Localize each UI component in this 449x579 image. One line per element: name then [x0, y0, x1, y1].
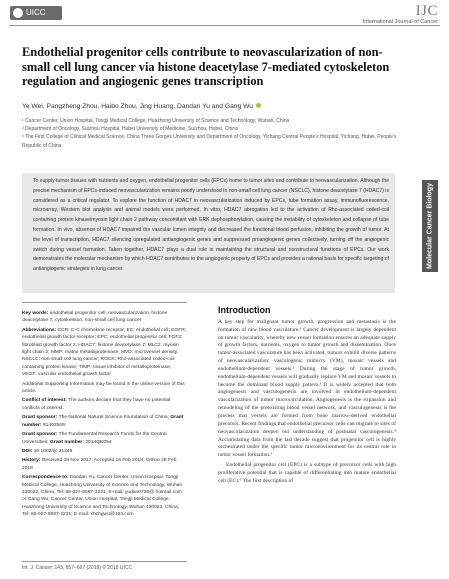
- doi[interactable]: DOI: 10.1002/ijc.31349: [22, 448, 73, 454]
- uicc-logo: [10, 6, 62, 20]
- intro-paragraph-2: Endothelial progenitor cell (EPC) is a subtype of precursor cells with high proliferative potential that is capable of differentiating into mature endothelial cell (EC).⁶ The first description of: [218, 462, 396, 484]
- conflict-of-interest: Conflict of interest: The authors declare that they have no potential conflicts of interest.: [22, 398, 171, 411]
- uicc-logo-icon: [13, 8, 23, 18]
- journal-title: [363, 4, 438, 25]
- affiliation-2: ² Department of Oncology, Suizhou Hospital, Hubei University of Medicine, Suizhou, Hubei, China: [22, 126, 238, 133]
- footer-citation: Int. J. Cancer: 143, 657–667 (2018) © 2018 UICC: [22, 565, 133, 571]
- introduction-heading: Introduction: [218, 305, 271, 315]
- section-label: Molecular Cancer Biology: [426, 183, 434, 269]
- grant-info-2: Grant sponsor: The Fundamental Research Funds for the Central Universities; Grant number: 2014QN054: [22, 432, 167, 445]
- affiliation-3: ³ The First College of Clinical Medical Science, China Three Gorges University and Department of Oncology, Yichang Central People's Hospital, Yichang, Hubei, People's Republic of China: [22, 134, 397, 149]
- orcid-icon[interactable]: [256, 103, 261, 108]
- footer-rule: [22, 561, 187, 562]
- logo-text: UICC: [26, 8, 46, 17]
- abbreviations: Abbreviations: CCR: C-C chemokine receptor; EC: endothelial cell; EGFR: endothelial growth factor receptor; EPC: endothelial progenitor cell; FGF2: fibroblast growth factor 2; HDAC7: histone deacetylase 7; MLC2: myosin light chain 2; MMP: matrix metalloproteinase; MVD: microvessel density; NSCLC: non-small cell lung cancer; ROCK: Rho-associated coiled-coil containing protein kinase; TIMP: tissue inhibitor of metalloproteinase; VEGF: vascular endothelial growth factor: [22, 327, 187, 378]
- intro-paragraph-1: A key step for malignant tumor growth, progression and metastasis is the formation of new blood vasculature.¹ Cancer development is largely dependent on tumor vascularity, whereby new vessel formation ensures an adequate supply of growth factors, nutrients, oxygen to tumor growth and dissemination. Once tumor-associated vasculature has been activated, tumors exhibit diverse patterns of neovascularization: vasculogenic mimicry (VM), mosaic vessels and endothelium-dependent vessels.² During the stage of tumor growth, endothelium-dependent vessels will gradually replace VM and mosaic vessels to become the dominant blood supply pattern.³ It is widely accepted that both angiogenesis and vasculogenesis are involved in endothelium-dependent vascularization of tumor microcirculation. Angiogenesis is the expansion and remodeling of the preexisting blood vessel network, and vasculogenesis is the process that vessels are formed from bone marrow-derived endothelial precursor. Recent findings that endothelial precursor cells can migrate to sites of neovascularization deepen our understanding of postnatal vasculogenesis.⁴ Accumulating data from the last decade suggest that progenitor cell is highly orchestrated under the specific tumor microenvironment for its central role in tumor vessel formation.⁵: [218, 318, 396, 459]
- correspondence: Correspondence to: Dandan Yu, Cancer Center, Union Hospital, Tongji Medical College, Huazhong University of Science and Technology, Wuhan 430022, China, Tel: 86-027-8587-3231; E-mail: yudan0728@ hotmail.com or Gang Wu, Cancer Center, Union Hospital, Tongji Medical College, Huazhong University of Science and Technology, Wuhan 430022, China, Tel: 86-027-8587-3231; E-mail: xhzhgwu@163.com: [22, 475, 183, 518]
- article-info-column: [22, 310, 187, 521]
- header-rule: [9, 25, 440, 26]
- history: History: Received 18 Nov 2017; Accepted 15 Feb 2018; Online 28 Feb 2018: [22, 458, 177, 471]
- affiliations: [22, 117, 402, 150]
- section-sidebar: [422, 180, 438, 272]
- left-column-rule: [22, 302, 187, 303]
- introduction-column: [218, 307, 396, 488]
- author-list: [22, 103, 402, 110]
- affiliation-1: ¹ Cancer Center, Union Hospital, Tongji Medical College, Huazhong University of Science and Technology, Wuhan, China: [22, 118, 290, 124]
- grant-info-1: Grant sponsor: The National Natural Science Foundation of China; Grant number: 81402569;: [22, 415, 184, 428]
- supporting-info: Additional Supporting Information may be found in the online version of this article.: [22, 381, 185, 395]
- authors-text: Ye Wei, Pangzheng Zhou, Haibo Zhou, Jing Huang, Dandan Yu and Gang Wu: [22, 103, 254, 110]
- abstract-box: To supply tumor tissues with nutrients and oxygen, endothelial progenitor cells (EPCs) home to tumor sites and contribute to neovascularization. Although the precise mechanism of EPCs-induced neovascularization remains poorly understood in non-small cell lung cancer (NSCLC), histone deacetylase 7 (HDAC7) is considered as a critical regulator. To explore the function of HDAC7 in neovascularization induced by EPCs, tube formation assay, immunofluorescence, microarray, Western blot analysis and animal models were performed. In vitro, HDAC7 abrogation led to the activation of Rho-associated coiled-coil containing protein kinase/myosin light chain 2 pathway concomitant with ERK dephosphorylation, causing the instability of cytoskeleton and collapse of tube formation. In vivo, absence of HDAC7 impaired the vascular lumen integrity and decreased the functional blood perfusion, inhibiting the growth of tumor. At the level of transcription, HDAC7 silencing upregulated antiangiogenic genes and suppressed proangiogenic genes collectively, turning off the angiogenic switch during vessel formation. Taken together, HDAC7 plays a dual role in maintaining the structural and nonstructural functions of EPCs. Our work demonstrates the molecular mechanism by which HDAC7 contributes to the angiogenic property of EPCs and provides a rational basis for specific targeting of antiangiogenic strategies in lung cancer.: [22, 173, 395, 293]
- journal-abbr: IJC: [415, 3, 438, 19]
- journal-full-name: International Journal of Cancer: [362, 19, 438, 25]
- key-words: Key words: endothelial progenitor cell, neovascularization, histone deacetylase 7, cytoskeleton, non-small cell lung cancer: [22, 311, 168, 324]
- article-title: Endothelial progenitor cells contribute to neovascularization of non-small cell lung cancer via histone deacetylase 7-mediated cytoskeleton regulation and angiogenic genes transcription: [22, 45, 390, 89]
